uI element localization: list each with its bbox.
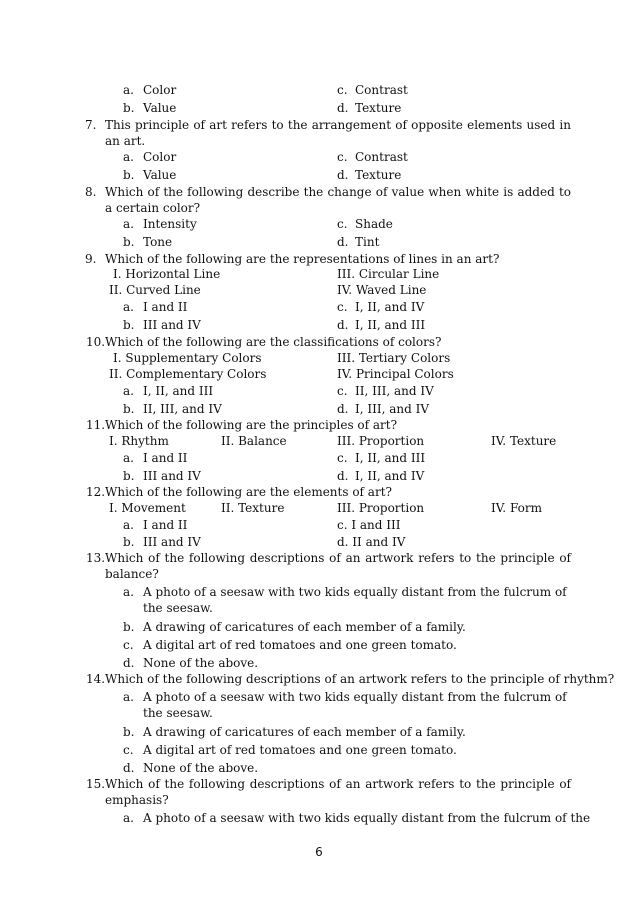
question-number: 14. (86, 672, 106, 686)
option-letter: d. (123, 761, 135, 775)
option-text: Intensity (143, 217, 197, 231)
roman-item: I. Horizontal Line (113, 267, 221, 281)
roman-item: II. Balance (221, 434, 287, 448)
question-text: Which of the following descriptions of an artwork refers to the principle of emphasis? (105, 777, 571, 807)
option-letter: b. (123, 620, 135, 634)
option-text: Tint (355, 235, 380, 249)
option-letter: a. (123, 451, 134, 465)
roman-item: IV. Form (491, 501, 542, 515)
option-letter: c. (337, 300, 348, 314)
option-letter: c. (337, 451, 348, 465)
option-letter: d. (337, 318, 349, 332)
option-text: III and IV (143, 469, 201, 483)
option-text: Texture (355, 101, 402, 115)
option-letter: b. (123, 318, 135, 332)
option-letter: c. (123, 638, 134, 652)
option-letter: c. (123, 743, 134, 757)
option-letter: a. (123, 811, 134, 825)
option-text: Tone (143, 235, 173, 249)
option-text: Shade (355, 217, 393, 231)
roman-item: IV. Texture (491, 434, 557, 448)
option-letter: a. (123, 217, 134, 231)
question-number: 8. (85, 185, 97, 199)
question-text: Which of the following descriptions of an artwork refers to the principle of rhythm? (105, 672, 615, 686)
option-text: Texture (355, 168, 402, 182)
option-letter: c. (337, 384, 348, 398)
option-text: I and II (143, 451, 188, 465)
roman-item: II. Texture (221, 501, 285, 515)
option-text: I and II (143, 300, 188, 314)
option-text: A drawing of caricatures of each member of a family. (143, 725, 466, 739)
option-text: Color (143, 150, 177, 164)
roman-item: IV. Principal Colors (337, 367, 454, 381)
option-text: II, III, and IV (355, 384, 434, 398)
question-number: 15. (86, 777, 106, 791)
option-letter: b. (123, 101, 135, 115)
option-letter: d. (337, 101, 349, 115)
question-text: Which of the following are the elements of art? (105, 485, 392, 499)
option-letter: d. (337, 168, 349, 182)
option-text: A digital art of red tomatoes and one green tomato. (143, 743, 457, 757)
option-text: Value (143, 168, 177, 182)
question-text: Which of the following descriptions of an artwork refers to the principle of balance? (105, 551, 571, 581)
option-text: None of the above. (143, 761, 259, 775)
option-text: d. II and IV (337, 535, 406, 549)
option-text: None of the above. (143, 656, 259, 670)
option-letter: c. (337, 217, 348, 231)
option-text: I, II, and III (143, 384, 214, 398)
option-text: I, II, and IV (355, 300, 425, 314)
question-number: 13. (86, 551, 106, 565)
option-letter: a. (123, 300, 134, 314)
roman-item: II. Complementary Colors (109, 367, 267, 381)
option-letter: b. (123, 535, 135, 549)
option-letter: d. (123, 656, 135, 670)
option-letter: b. (123, 402, 135, 416)
option-letter: a. (123, 518, 134, 532)
option-letter: b. (123, 469, 135, 483)
question-text: Which of the following are the classifications of colors? (105, 335, 442, 349)
question-text: Which of the following are the principles of art? (105, 418, 398, 432)
question-number: 11. (86, 418, 106, 432)
page-number: 6 (315, 845, 323, 859)
roman-item: III. Circular Line (337, 267, 440, 281)
option-text: I and II (143, 518, 188, 532)
question-number: 12. (86, 485, 106, 499)
option-letter: a. (123, 150, 134, 164)
option-letter: c. (337, 150, 348, 164)
option-text: A photo of a seesaw with two kids equally distant from the fulcrum of the (143, 811, 591, 825)
question-text: Which of the following describe the change of value when white is added to a certain color? (105, 185, 571, 215)
question-number: 7. (85, 118, 97, 132)
option-text: II, III, and IV (143, 402, 222, 416)
option-letter: b. (123, 168, 135, 182)
option-text: III and IV (143, 318, 201, 332)
option-text: I, II, and III (355, 451, 426, 465)
roman-item: III. Proportion (337, 434, 425, 448)
option-letter: b. (123, 725, 135, 739)
option-letter: a. (123, 690, 134, 704)
option-text: Contrast (355, 150, 408, 164)
option-letter: d. (337, 469, 349, 483)
roman-item: III. Proportion (337, 501, 425, 515)
option-text: A photo of a seesaw with two kids equally distant from the fulcrum of the seesaw. (143, 585, 567, 615)
option-text: I, III, and IV (355, 402, 430, 416)
option-letter: d. (337, 402, 349, 416)
option-text: I, II, and III (355, 318, 426, 332)
option-letter: a. (123, 585, 134, 599)
option-text: A digital art of red tomatoes and one green tomato. (143, 638, 457, 652)
roman-item: I. Supplementary Colors (113, 351, 262, 365)
option-text: A photo of a seesaw with two kids equally distant from the fulcrum of the seesaw. (143, 690, 567, 720)
question-number: 10. (86, 335, 106, 349)
option-text: Value (143, 101, 177, 115)
roman-item: I. Rhythm (109, 434, 169, 448)
option-text: Color (143, 83, 177, 97)
option-letter: a. (123, 83, 134, 97)
option-letter: b. (123, 235, 135, 249)
option-letter: d. (337, 235, 349, 249)
question-text: Which of the following are the representations of lines in an art? (105, 252, 500, 266)
option-text: III and IV (143, 535, 201, 549)
option-letter: c. (337, 83, 348, 97)
roman-item: I. Movement (109, 501, 186, 515)
roman-item: III. Tertiary Colors (337, 351, 451, 365)
roman-item: II. Curved Line (109, 283, 201, 297)
option-text: I, II, and IV (355, 469, 425, 483)
roman-item: IV. Waved Line (337, 283, 427, 297)
option-text: c. I and III (337, 518, 401, 532)
option-text: Contrast (355, 83, 408, 97)
question-text: This principle of art refers to the arrangement of opposite elements used in an art. (105, 118, 571, 148)
option-letter: a. (123, 384, 134, 398)
option-text: A drawing of caricatures of each member of a family. (143, 620, 466, 634)
question-number: 9. (85, 252, 97, 266)
